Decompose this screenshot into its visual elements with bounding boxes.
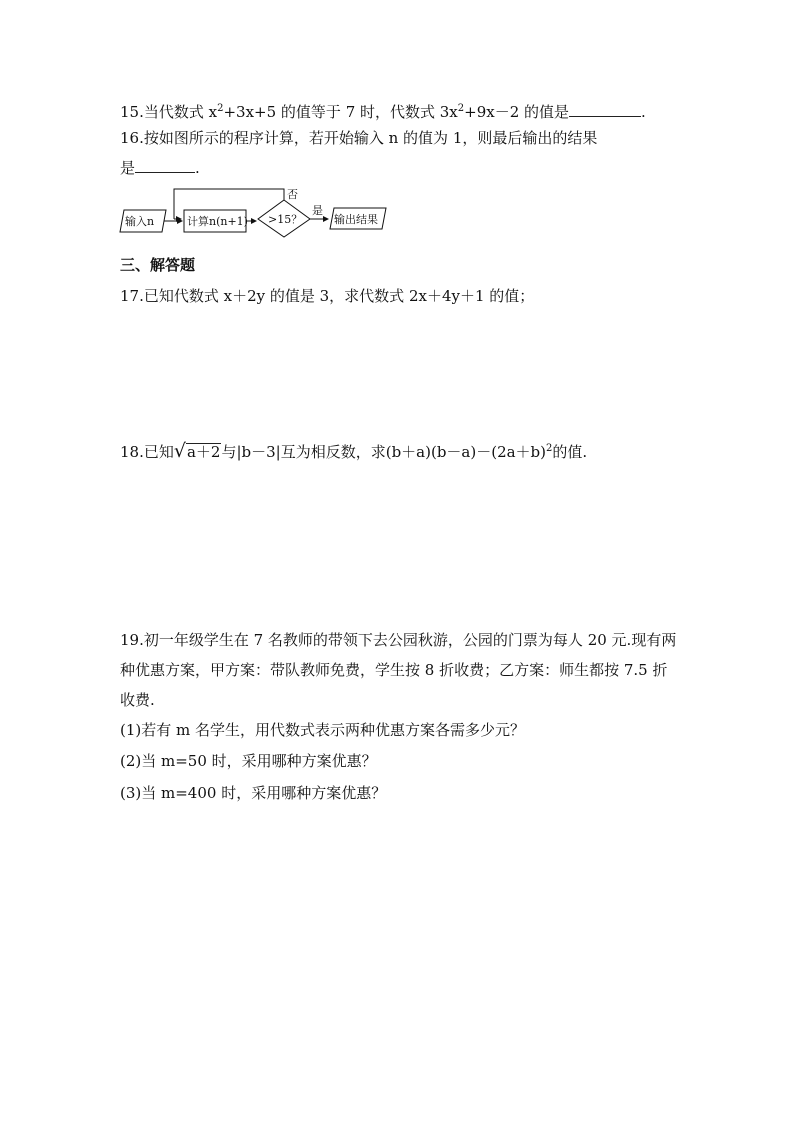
flowchart-output-label: 输出结果 — [334, 213, 378, 226]
question-19-line-1: 19.初一年级学生在 7 名教师的带领下去公园秋游，公园的门票为每人 20 元.现有两 — [120, 631, 677, 649]
q18-text-prefix: 18.已知 — [120, 443, 174, 461]
q18-text-end: 的值. — [552, 443, 588, 461]
question-19-line-3: 收费. — [120, 691, 155, 709]
q16-text-end: . — [195, 159, 200, 177]
flowchart-yes-label: 是 — [312, 204, 323, 217]
program-flowchart — [118, 186, 398, 238]
q16-text-prefix: 是 — [120, 159, 136, 177]
question-17: 17.已知代数式 x＋2y 的值是 3，求代数式 2x＋4y＋1 的值； — [120, 287, 535, 305]
q16-answer-blank[interactable] — [135, 157, 195, 173]
sqrt-sign-icon: √ — [173, 440, 186, 462]
flowchart-no-label: 否 — [287, 188, 298, 201]
q18-text-mid: 与|b－3|互为相反数，求(b＋a)(b－a)－(2a＋b) — [221, 443, 547, 461]
question-19-line-2: 种优惠方案，甲方案：带队教师免费，学生按 8 折收费；乙方案：师生都按 7.5 折 — [120, 661, 668, 679]
q15-text-mid-2: +9x－2 的值是 — [464, 103, 570, 121]
q18-exponent: 2 — [546, 443, 553, 454]
question-15 — [120, 101, 646, 122]
q15-text-prefix: 15.当代数式 x — [120, 103, 218, 121]
question-18 — [120, 442, 587, 462]
q15-text-mid-1: +3x+5 的值等于 7 时，代数式 3x — [223, 103, 458, 121]
q15-text-end: . — [641, 103, 646, 121]
question-16-line-2 — [120, 157, 200, 178]
q15-exponent-1: 2 — [217, 103, 224, 114]
question-19-sub-1: (1)若有 m 名学生，用代数式表示两种优惠方案各需多少元？ — [120, 721, 526, 739]
question-19-sub-2: (2)当 m=50 时，采用哪种方案优惠？ — [120, 752, 377, 770]
q15-answer-blank[interactable] — [569, 101, 641, 117]
question-16-line-1: 16.按如图所示的程序计算，若开始输入 n 的值为 1，则最后输出的结果 — [120, 129, 598, 147]
section-3-heading: 三、解答题 — [120, 256, 196, 274]
flowchart-compute-label: 计算n(n+1) — [187, 215, 248, 228]
q18-square-root — [174, 442, 222, 462]
flowchart-condition-label: >15？ — [268, 213, 303, 226]
q15-exponent-2: 2 — [457, 103, 465, 114]
flowchart-input-label: 输入n — [125, 215, 155, 228]
q18-radicand: a＋2 — [186, 443, 221, 461]
question-19-sub-3: (3)当 m=400 时，采用哪种方案优惠？ — [120, 784, 387, 802]
